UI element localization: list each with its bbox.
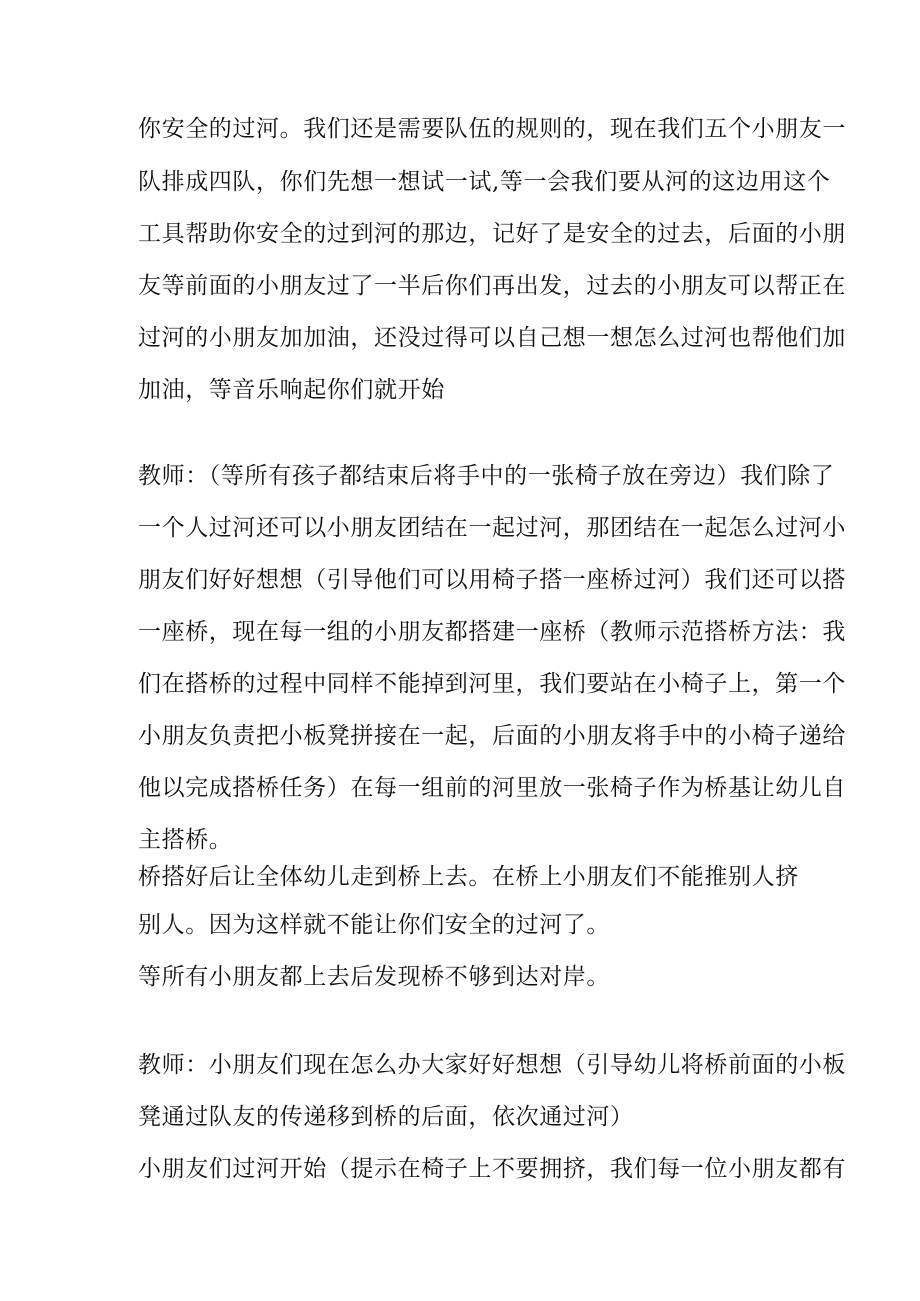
text-line: 教师：小朋友们现在怎么办大家好好想想（引导幼儿将桥前面的小板 [138,1052,846,1078]
text-line: 一座桥，现在每一组的小朋友都搭建一座桥（教师示范搭桥方法：我 [138,619,846,645]
text-line: 加油，等音乐响起你们就开始 [138,377,445,403]
text-line: 工具帮助你安全的过到河的那边，记好了是安全的过去，后面的小朋 [138,221,846,247]
text-line: 别人。因为这样就不能让你们安全的过河了。 [138,912,610,938]
text-line: 队排成四队，你们先想一想试一试,等一会我们要从河的这边用这个 [138,169,831,195]
text-line: 过河的小朋友加加油，还没过得可以自己想一想怎么过河也帮他们加 [138,325,846,351]
text-line: 小朋友们过河开始（提示在椅子上不要拥挤，我们每一位小朋友都有 [138,1156,846,1182]
text-line: 你安全的过河。我们还是需要队伍的规则的，现在我们五个小朋友一 [138,116,846,142]
text-line: 小朋友负责把小板凳拼接在一起，后面的小朋友将手中的小椅子递给 [138,723,846,749]
text-line: 等所有小朋友都上去后发现桥不够到达对岸。 [138,964,610,990]
text-line: 凳通过队友的传递移到桥的后面，依次通过河） [138,1104,634,1130]
text-line: 他以完成搭桥任务）在每一组前的河里放一张椅子作为桥基让幼儿自 [138,775,846,801]
text-line: 们在搭桥的过程中同样不能掉到河里，我们要站在小椅子上，第一个 [138,671,846,697]
text-line: 教师：（等所有孩子都结束后将手中的一张椅子放在旁边）我们除了 [138,463,835,489]
text-line: 桥搭好后让全体幼儿走到桥上去。在桥上小朋友们不能推别人挤 [138,864,799,890]
text-line: 一个人过河还可以小朋友团结在一起过河，那团结在一起怎么过河小 [138,515,846,541]
text-line: 主搭桥。 [138,827,233,853]
text-line: 友等前面的小朋友过了一半后你们再出发，过去的小朋友可以帮正在 [138,273,846,299]
text-line: 朋友们好好想想（引导他们可以用椅子搭一座桥过河）我们还可以搭 [138,567,846,593]
